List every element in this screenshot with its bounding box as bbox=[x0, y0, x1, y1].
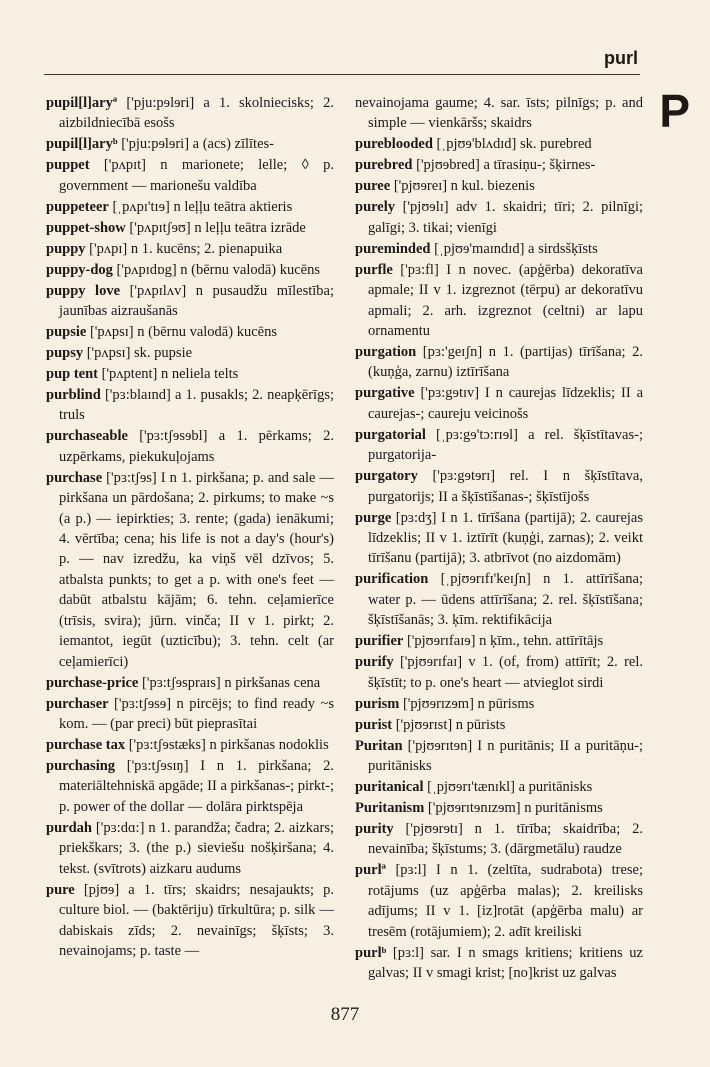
dictionary-entry bbox=[355, 134, 643, 154]
dictionary-entry bbox=[355, 694, 643, 714]
entry-headword: puppy love bbox=[46, 282, 121, 299]
entry-body: ['pjʊɘrɪst] n pūrists bbox=[392, 716, 506, 733]
entry-body: ['pɜ:tʃɘsɘ] n pircējs; to find ready ~s kom. — (par preci) būt pieprasītai bbox=[59, 695, 334, 733]
entry-headword: purchase-price bbox=[46, 674, 139, 691]
entry-body: ['pɜ:tʃɘs] I n 1. pirkšana; p. and sale — pirkšana un pārdošana; 2. pirkums; to make ~s (a p.) — iepirkties; 3. rente; (gada) ienākumi; 4. vērtība; cena; his life is not a day's (hour's) p. — nav izredžu, ka viņš vēl dzīvos; 5. atbalsta punkts; to get a p. with one's feet — dabūt atbalstu kājām; 6. tehn. ceļamierīce (trīsis, svira); jūrn. vinča; II v 1. pirkt; 2. iemantot, iegūt (uzticību); 3. tehn. celt (ar ceļamierīci) bbox=[59, 469, 334, 670]
entry-body: ['pɜ:gɘtɪv] I n caurejas līdzeklis; II a caurejas-; caureju veicinošs bbox=[368, 385, 643, 422]
dictionary-entry bbox=[355, 176, 643, 196]
entry-headword: Puritanism bbox=[355, 799, 425, 816]
page-number: 877 bbox=[330, 1004, 360, 1025]
entry-headword: purely bbox=[355, 199, 396, 216]
running-header-word: purl bbox=[604, 48, 638, 68]
entry-headword: puree bbox=[355, 178, 391, 195]
left-column bbox=[46, 93, 334, 962]
entry-body: [pɜ:l] I n 1. (zeltīta, sudrabota) trese; rotājums (uz apģērba malas); 2. kreilisks adījums; II v 1. [iz]rotāt (apģērba malu) ar tresēm (rotājumiem); 2. adīt kreiliski bbox=[368, 862, 643, 940]
entry-headword: purchase bbox=[46, 469, 103, 486]
entry-headword: purge bbox=[355, 509, 392, 526]
entry-body: [pɜ:l] sar. I n smags kritiens; kritiens uz galvas; II v smagi krist; [no]krist uz galvas bbox=[368, 944, 643, 982]
entry-headword: pupil[l]aryª bbox=[46, 95, 118, 111]
entry-body: ['pɜ:gɘtɘrɪ] rel. I n šķīstītava, purgatorijs; II a šķīstīšanas-; šķīstījošs bbox=[368, 468, 643, 505]
dictionary-entry bbox=[46, 426, 334, 467]
entry-headword: puppet bbox=[46, 157, 90, 174]
dictionary-entry bbox=[46, 134, 334, 154]
dictionary-entry bbox=[355, 508, 643, 569]
dictionary-entry bbox=[355, 93, 643, 134]
entry-headword: purchaser bbox=[46, 695, 109, 712]
dictionary-entry bbox=[355, 943, 643, 984]
entry-body: [ˌpjʊɘrɪ'tænɪkl] a puritānisks bbox=[423, 778, 593, 795]
entry-body: ['pjʊɘbred] a tīrasiņu-; šķirnes- bbox=[412, 157, 596, 174]
dictionary-entry bbox=[46, 364, 334, 384]
entry-body: ['pjʊɘrɘtɪ] n 1. tīrība; skaidrība; 2. nevainība; šķīstums; 3. (dārgmetālu) raudze bbox=[368, 820, 643, 858]
dictionary-entry bbox=[355, 239, 643, 259]
entry-headword: purlᵇ bbox=[355, 944, 387, 961]
entry-body: ['pʌptent] n neliela telts bbox=[97, 365, 239, 382]
dictionary-entry bbox=[355, 777, 643, 797]
dictionary-entry bbox=[46, 155, 334, 196]
entry-headword: purgative bbox=[355, 385, 415, 402]
entry-headword: pureminded bbox=[355, 240, 431, 257]
entry-body: ['pjʊɘrɪtɘnɪzɘm] n puritānisms bbox=[424, 799, 603, 816]
entry-body: ['pɜ:blaɪnd] a 1. pusakls; 2. neapķērīgs; truls bbox=[59, 386, 334, 424]
entry-body: ['pjʊɘrɪfaɪ] v 1. (of, from) attīrīt; 2. rel. šķīstīt; to p. one's heart — atvieglot sirdi bbox=[368, 654, 643, 691]
entry-body: ['pɜ:tʃɘsɪŋ] I n 1. pirkšana; 2. materiāltehniskā apgāde; II a pirkšanas-; pirkt-; p. power of the dollar — dolāra pirktspēja bbox=[59, 758, 334, 815]
dictionary-entry bbox=[46, 322, 334, 342]
dictionary-entry bbox=[46, 93, 334, 134]
entry-headword: purchaseable bbox=[46, 428, 128, 445]
dictionary-entry bbox=[355, 798, 643, 818]
dictionary-entry bbox=[355, 715, 643, 735]
right-column bbox=[355, 93, 643, 984]
dictionary-entry bbox=[46, 880, 334, 962]
entry-body: ['pʌpɪdɒg] n (bērnu valodā) kucēns bbox=[112, 261, 320, 278]
entry-body: ['pɜ:tʃɘspraɪs] n pirkšanas cena bbox=[138, 674, 321, 691]
entry-body: ['pʌpɪt] n marionete; lelle; ◊ p. government — marionešu valdība bbox=[59, 157, 334, 194]
dictionary-entry bbox=[355, 425, 643, 466]
entry-headword: purifier bbox=[355, 633, 404, 650]
entry-headword: purfle bbox=[355, 261, 393, 278]
dictionary-entry bbox=[46, 239, 334, 259]
entry-body: [pɜ:'geɪʃn] n 1. (partijas) tīrīšana; 2. (kuņģa, zarnu) iztīrīšana bbox=[368, 343, 643, 381]
entry-headword: pup tent bbox=[46, 365, 98, 382]
entry-headword: purgatorial bbox=[355, 426, 426, 443]
dictionary-entry bbox=[46, 468, 334, 673]
entry-headword: purchase tax bbox=[46, 737, 126, 754]
entry-headword: purblind bbox=[46, 386, 101, 403]
entry-body: ['pjʊɘrɪtɘn] I n puritānis; II a puritāņu-; puritānisks bbox=[368, 737, 643, 774]
entry-body: ['pjʊɘrɪfaɪɘ] n ķīm., tehn. attīrītājs bbox=[403, 633, 604, 650]
entry-headword: purlª bbox=[355, 862, 386, 879]
dictionary-entry bbox=[355, 155, 643, 175]
dictionary-entry bbox=[355, 736, 643, 777]
entry-body: ['pju:pɘlɘri] a 1. skolniecisks; 2. aizbildniecībā esošs bbox=[59, 95, 334, 132]
entry-headword: purgatory bbox=[355, 468, 418, 485]
dictionary-entry bbox=[355, 569, 643, 630]
entry-headword: puppy bbox=[46, 240, 86, 257]
dictionary-entry bbox=[355, 631, 643, 651]
entry-body: ['pɜ:tʃɘstæks] n pirkšanas nodoklis bbox=[125, 737, 329, 754]
entry-headword: puppy-dog bbox=[46, 261, 113, 278]
entry-headword: purdah bbox=[46, 819, 92, 836]
entry-body: ['pʌpɪlʌv] n pusaudžu mīlestība; jaunības aizraušanās bbox=[59, 282, 334, 320]
entry-headword: purgation bbox=[355, 343, 417, 360]
entry-headword: purification bbox=[355, 571, 429, 588]
dictionary-entry bbox=[355, 383, 643, 424]
dictionary-entry bbox=[355, 197, 643, 238]
dictionary-entry bbox=[46, 735, 334, 755]
entry-body: [ˌpjʊɘrɪfɪ'keɪʃn] n 1. attīrīšana; water p. — ūdens attīrīšana; 2. rel. šķīstīšana; šķīstīšanās; 3. ķīm. rektifikācija bbox=[368, 571, 643, 629]
dictionary-entry bbox=[46, 694, 334, 735]
entry-body: ['pɜ:dɑ:] n 1. parandža; čadra; 2. aizkars; priekškars; 3. (the p.) sieviešu nošķiršana; 4. tekst. (svītrots) aizkaru audums bbox=[59, 819, 334, 877]
entry-body: [pjʊɘ] a 1. tīrs; skaidrs; nesajaukts; p. culture biol. — (baktēriju) tīrkultūra; p. silk — dabiskais zīds; 2. nevainīgs; šķīsts; 3. nevainojams; p. taste — bbox=[59, 881, 334, 960]
dictionary-entry bbox=[46, 218, 334, 238]
dictionary-entry bbox=[46, 756, 334, 817]
dictionary-entry bbox=[46, 260, 334, 280]
entry-headword: pupsy bbox=[46, 344, 84, 361]
entry-body: ['pjʊɘrɪzɘm] n pūrisms bbox=[399, 695, 535, 712]
dictionary-entry bbox=[355, 652, 643, 693]
entry-headword: purebred bbox=[355, 157, 413, 174]
entry-body: ['pʌpsɪ] sk. pupsie bbox=[83, 344, 193, 361]
entry-headword: pupsie bbox=[46, 323, 87, 340]
dictionary-entry bbox=[355, 860, 643, 942]
entry-body: ['pjʊɘlɪ] adv 1. skaidri; tīri; 2. pilnīgi; galīgi; 3. tikai; vienīgi bbox=[368, 199, 643, 236]
dictionary-entry bbox=[46, 385, 334, 426]
dictionary-entry bbox=[355, 342, 643, 383]
entry-headword: purchasing bbox=[46, 758, 116, 774]
dictionary-entry bbox=[46, 281, 334, 322]
dictionary-entry bbox=[355, 260, 643, 342]
entry-headword: purity bbox=[355, 820, 394, 837]
entry-headword: purism bbox=[355, 695, 400, 712]
entry-body: ['pʌpɪ] n 1. kucēns; 2. pienapuika bbox=[85, 240, 283, 257]
entry-headword: puppeteer bbox=[46, 198, 109, 215]
entry-body: [ˌpʌpɪ'tɪɘ] n leļļu teātra aktieris bbox=[108, 198, 293, 215]
dictionary-entry bbox=[355, 466, 643, 507]
entry-body: ['pɜ:fl] I n novec. (apģērba) dekoratīva apmale; II v 1. izgreznot (tērpu) ar dekoratīvu apmali; 2. arh. izgreznot (celtni) ar lapu ornamentu bbox=[368, 261, 643, 339]
entry-headword: purist bbox=[355, 716, 393, 733]
header-rule bbox=[44, 74, 640, 75]
entry-headword: pure bbox=[46, 881, 75, 898]
entry-body: ['pjʊɘreɪ] n kul. biezenis bbox=[390, 178, 535, 195]
entry-body: [pɜ:dʒ] I n 1. tīrīšana (partijā); 2. caurejas līdzeklis; II v 1. iztīrīt (kuņģi, zarnas); 2. veikt tīrīšanu (partijā); 3. atbrīvot (no aizdomām) bbox=[368, 509, 643, 567]
entry-body: ['pʌpɪtʃɘʊ] n leļļu teātra izrāde bbox=[125, 219, 306, 236]
entry-headword: purify bbox=[355, 654, 394, 671]
entry-body: ['pɜ:tʃɘsɘbl] a 1. pērkams; 2. uzpērkams, piekukuļojams bbox=[59, 428, 334, 465]
dictionary-entry bbox=[46, 673, 334, 693]
entry-body: [ˌpɜ:gɘ'tɔ:rɪɘl] a rel. šķīstītavas-; purgatorija- bbox=[368, 426, 643, 464]
thumb-index-letter: P bbox=[659, 85, 690, 137]
entry-headword: pureblooded bbox=[355, 136, 433, 153]
entry-headword: puritanical bbox=[355, 778, 424, 795]
entry-body: ['pju:pɘlɘri] a (acs) zīlītes- bbox=[117, 136, 274, 153]
dictionary-entry bbox=[46, 343, 334, 363]
entry-headword: Puritan bbox=[355, 737, 403, 754]
entry-body: [ˌpjʊɘ'maɪndɪd] a sirdsšķīsts bbox=[430, 240, 598, 257]
dictionary-entry bbox=[355, 819, 643, 860]
entry-body: [ˌpjʊɘ'blʌdɪd] sk. purebred bbox=[432, 136, 592, 153]
entry-headword: pupil[l]aryᵇ bbox=[46, 136, 118, 153]
dictionary-entry bbox=[46, 818, 334, 879]
entry-body: ['pʌpsɪ] n (bērnu valodā) kucēns bbox=[86, 323, 277, 340]
entry-headword: puppet-show bbox=[46, 219, 126, 236]
entry-body: nevainojama gaume; 4. sar. īsts; pilnīgs; p. and simple — vienkāršs; skaidrs bbox=[355, 95, 643, 132]
dictionary-entry bbox=[46, 197, 334, 217]
